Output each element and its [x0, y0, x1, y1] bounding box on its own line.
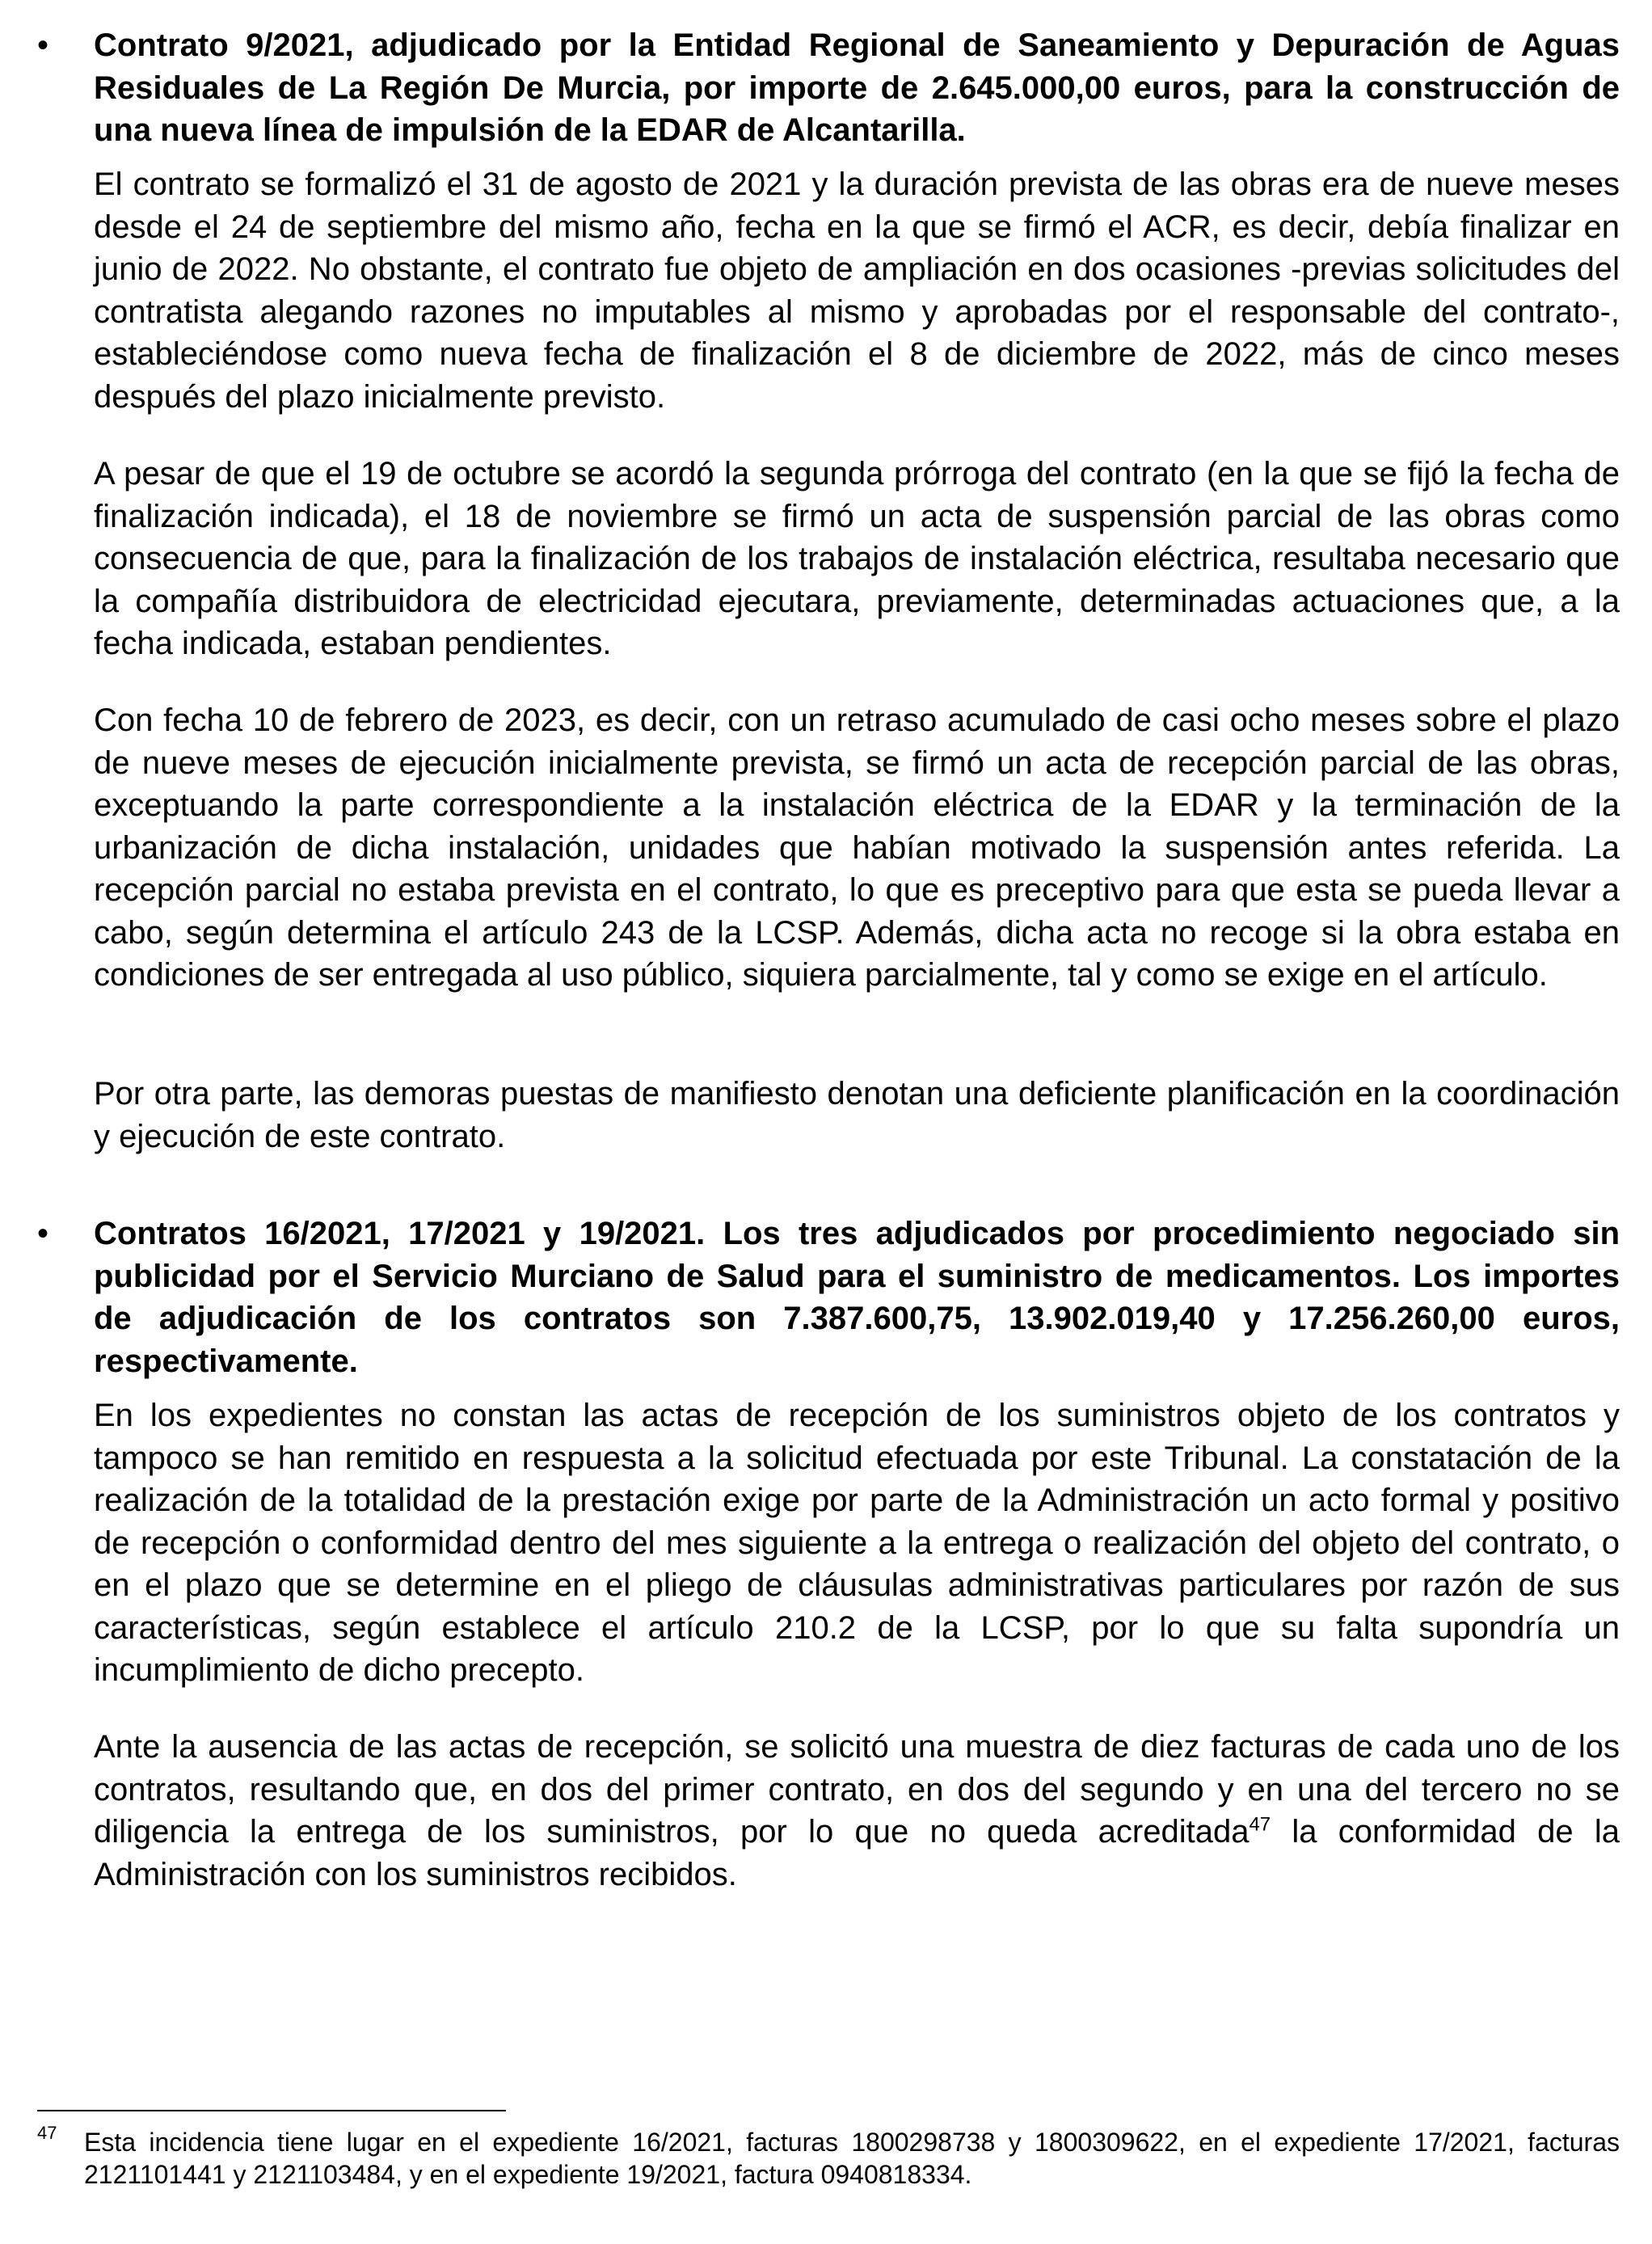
section-1-paragraph-3-wrap: [37, 699, 1620, 997]
section-1-paragraph-4: Por otra parte, las demoras puestas de manifiesto denotan una deficiente planificación en la coordinación y ejecución de este contrato.: [94, 1076, 1620, 1154]
section-1-paragraph-4-wrap: [37, 1073, 1620, 1158]
section-1-paragraph-2-wrap: [37, 453, 1620, 665]
footnote-number: 47: [37, 2123, 57, 2143]
section-2-paragraph-2-text-end: la conformidad de la Administración con los suministros recibidos.: [94, 1814, 1620, 1892]
section-2: [37, 1213, 1620, 1382]
section-2-paragraph-1-wrap: [37, 1394, 1620, 1692]
section-1-paragraph-1-wrap: [37, 163, 1620, 418]
section-2-paragraph-2-text: Ante la ausencia de las actas de recepción, se solicitó una muestra de diez facturas de cada uno de los contratos, resultando que, en dos del primer contrato, en dos del segundo y en una del tercero no se diligencia la entrega de los suministros, por lo que no queda acreditada: [94, 1729, 1620, 1850]
bullet-icon: •: [37, 27, 49, 63]
section-1-heading-row: [37, 24, 1620, 152]
footnote-reference[interactable]: 47: [1249, 1813, 1271, 1836]
section-1-heading: Contrato 9/2021, adjudicado por la Entidad Regional de Saneamiento y Depuración de Aguas Residuales de La Región De Murcia, por importe de 2.645.000,00 euros, para la construcción de una nueva línea de impulsión de la EDAR de Alcantarilla.: [94, 27, 1620, 148]
bullet-icon: •: [37, 1216, 49, 1251]
section-2-paragraph-1: En los expedientes no constan las actas de recepción de los suministros objeto de los contratos y tampoco se han remitido en respuesta a la solicitud efectuada por este Tribunal. La constatación de la realización de la totalidad de la prestación exige por parte de la Administración un acto formal y positivo de recepción o conformidad dentro del mes siguiente a la entrega o realización del objeto del contrato, o en el plazo que se determine en el pliego de cláusulas administrativas particulares por razón de sus características, según establece el artículo 210.2 de la LCSP, por lo que su falta supondría un incumplimiento de dicho precepto.: [94, 1398, 1620, 1688]
section-1-paragraph-3: Con fecha 10 de febrero de 2023, es decir, con un retraso acumulado de casi ocho meses sobre el plazo de nueve meses de ejecución inicialmente prevista, se firmó un acta de recepción parcial de las obras, exceptuando la parte correspondiente a la instalación eléctrica de la EDAR y la terminación de la urbanización de dicha instalación, unidades que habían motivado la suspensión antes referida. La recepción parcial no estaba prevista en el contrato, lo que es preceptivo para que esta se pueda llevar a cabo, según determina el artículo 243 de la LCSP. Además, dicha acta no recoge si la obra estaba en condiciones de ser entregada al uso público, siquiera parcialmente, tal y como se exige en el artículo.: [94, 702, 1620, 993]
section-2-heading-row: [37, 1213, 1620, 1382]
footnote-text: Esta incidencia tiene lugar en el expediente 16/2021, facturas 1800298738 y 1800309622, en el expediente 17/2021, facturas 2121101441 y 2121103484, y en el expediente 19/2021, factura 0940818334.: [84, 2128, 1620, 2189]
section-2-paragraph-2: [37, 1726, 1620, 1896]
footnote-separator: [37, 2110, 506, 2111]
section-1-paragraph-2: A pesar de que el 19 de octubre se acordó la segunda prórroga del contrato (en la que se fijó la fecha de finalización indicada), el 18 de noviembre se firmó un acta de suspensión parcial de las obras como consecuencia de que, para la finalización de los trabajos de instalación eléctrica, resultaba necesario que la compañía distribuidora de electricidad ejecutara, previamente, determinadas actuaciones que, a la fecha indicada, estaban pendientes.: [94, 456, 1620, 661]
section-1-paragraph-1: El contrato se formalizó el 31 de agosto de 2021 y la duración prevista de las obras era de nueve meses desde el 24 de septiembre del mismo año, fecha en la que se firmó el ACR, es decir, debía finalizar en junio de 2022. No obstante, el contrato fue objeto de ampliación en dos ocasiones -previas solicitudes del contratista alegando razones no imputables al mismo y aprobadas por el responsable del contrato-, estableciéndose como nueva fecha de finalización el 8 de diciembre de 2022, más de cinco meses después del plazo inicialmente previsto.: [94, 167, 1620, 415]
section-1: [37, 24, 1620, 152]
section-2-heading: Contratos 16/2021, 17/2021 y 19/2021. Los tres adjudicados por procedimiento negociado sin publicidad por el Servicio Murciano de Salud para el suministro de medicamentos. Los importes de adjudicación de los contratos son 7.387.600,75, 13.902.019,40 y 17.256.260,00 euros, respectivamente.: [94, 1216, 1620, 1379]
footnote: [37, 2123, 1620, 2191]
section-2-paragraph-2-wrap: [37, 1726, 1620, 1896]
